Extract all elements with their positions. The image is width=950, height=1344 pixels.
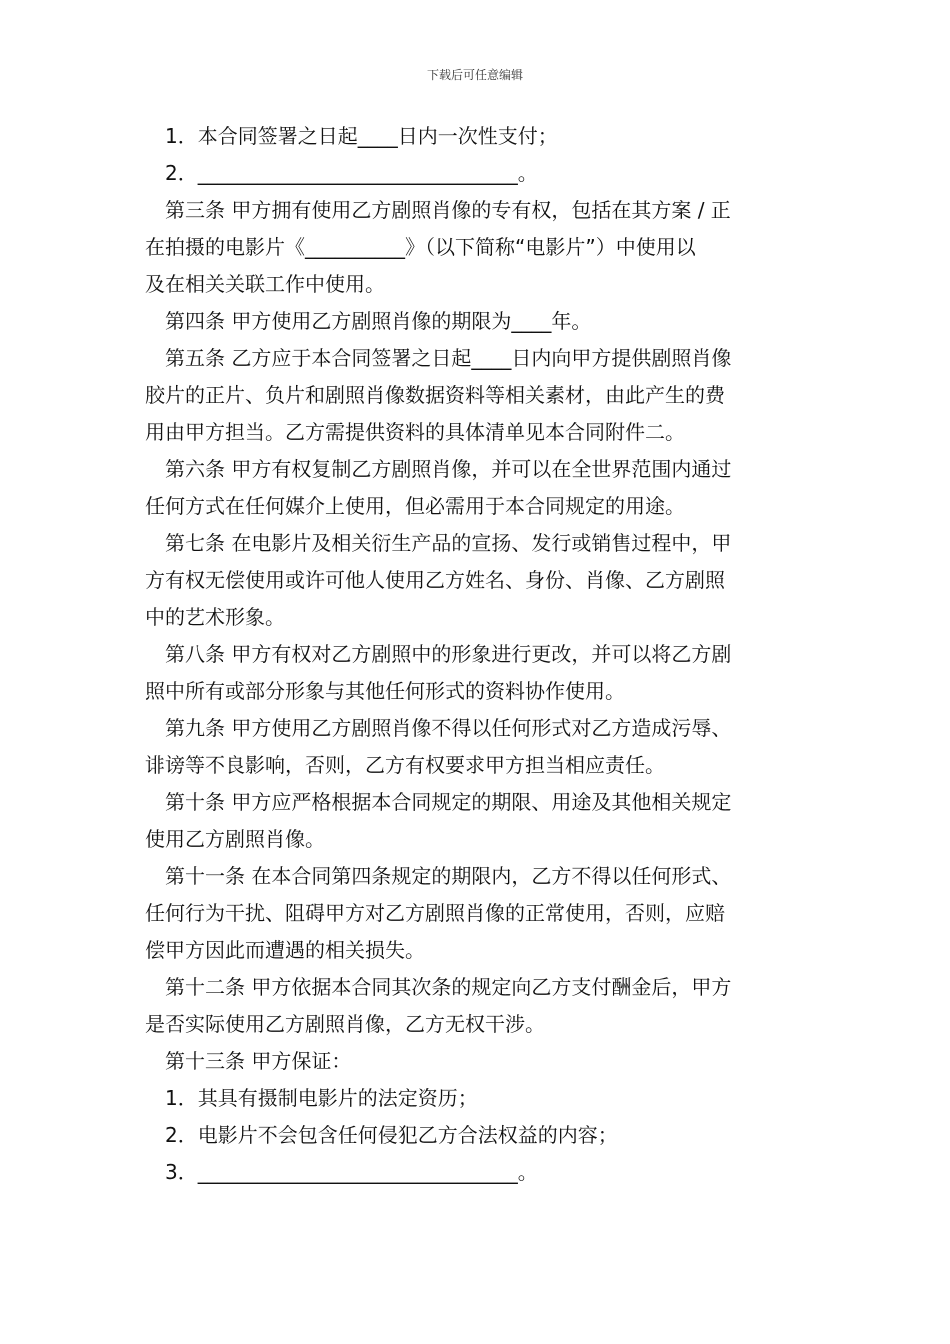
text-line: 任何方式在任何媒介上使用，但必需用于本合同规定的用途。 bbox=[145, 494, 685, 518]
text-line: 诽谤等不良影响，否则，乙方有权要求甲方担当相应责任。 bbox=[145, 753, 665, 777]
text-line: 在拍摄的电影片《__________》（以下简称“电影片”）中使用以 bbox=[145, 235, 696, 259]
text-line: 第三条 甲方拥有使用乙方剧照肖像的专有权，包括在其方案 / 正 bbox=[165, 198, 731, 222]
text-line: 第五条 乙方应于本合同签署之日起____日内向甲方提供剧照肖像 bbox=[165, 346, 732, 370]
text-line: 第六条 甲方有权复制乙方剧照肖像，并可以在全世界范围内通过 bbox=[165, 457, 732, 481]
text-line: 第九条 甲方使用乙方剧照肖像不得以任何形式对乙方造成污辱、 bbox=[165, 716, 732, 740]
text-line: 2．电影片不会包含任何侵犯乙方合法权益的内容； bbox=[165, 1123, 618, 1147]
text-line: 偿甲方因此而遭遇的相关损失。 bbox=[145, 938, 425, 962]
text-line: 第十二条 甲方依据本合同其次条的规定向乙方支付酬金后，甲方 bbox=[165, 975, 732, 999]
text-line: 第十一条 在本合同第四条规定的期限内，乙方不得以任何形式、 bbox=[165, 864, 732, 888]
text-line: 1．其具有摄制电影片的法定资历； bbox=[165, 1086, 478, 1110]
text-line: 使用乙方剧照肖像。 bbox=[145, 827, 325, 851]
text-line: 第七条 在电影片及相关衍生产品的宣扬、发行或销售过程中，甲 bbox=[165, 531, 732, 555]
text-line: 照中所有或部分形象与其他任何形式的资料协作使用。 bbox=[145, 679, 625, 703]
text-line: 用由甲方担当。乙方需提供资料的具体清单见本合同附件二。 bbox=[145, 420, 685, 444]
text-line: 3．________________________________。 bbox=[165, 1160, 538, 1184]
text-line: 1．本合同签署之日起____日内一次性支付； bbox=[165, 124, 558, 148]
text-line: 是否实际使用乙方剧照肖像，乙方无权干涉。 bbox=[145, 1012, 545, 1036]
text-line: 第八条 甲方有权对乙方剧照中的形象进行更改，并可以将乙方剧 bbox=[165, 642, 732, 666]
text-line: 第四条 甲方使用乙方剧照肖像的期限为____年。 bbox=[165, 309, 592, 333]
text-line: 方有权无偿使用或许可他人使用乙方姓名、身份、肖像、乙方剧照 bbox=[145, 568, 725, 592]
page-header: 下载后可任意编辑 bbox=[426, 68, 523, 82]
text-line: 第十三条 甲方保证： bbox=[165, 1049, 352, 1073]
text-line: 第十条 甲方应严格根据本合同规定的期限、用途及其他相关规定 bbox=[165, 790, 732, 814]
text-line: 胶片的正片、负片和剧照肖像数据资料等相关素材，由此产生的费 bbox=[145, 383, 725, 407]
text-line: 任何行为干扰、阻碍甲方对乙方剧照肖像的正常使用，否则，应赔 bbox=[145, 901, 725, 925]
text-line: 中的艺术形象。 bbox=[145, 605, 285, 629]
text-line: 及在相关关联工作中使用。 bbox=[145, 272, 385, 296]
document-body bbox=[145, 118, 810, 1191]
text-line: 2．________________________________。 bbox=[165, 161, 538, 185]
